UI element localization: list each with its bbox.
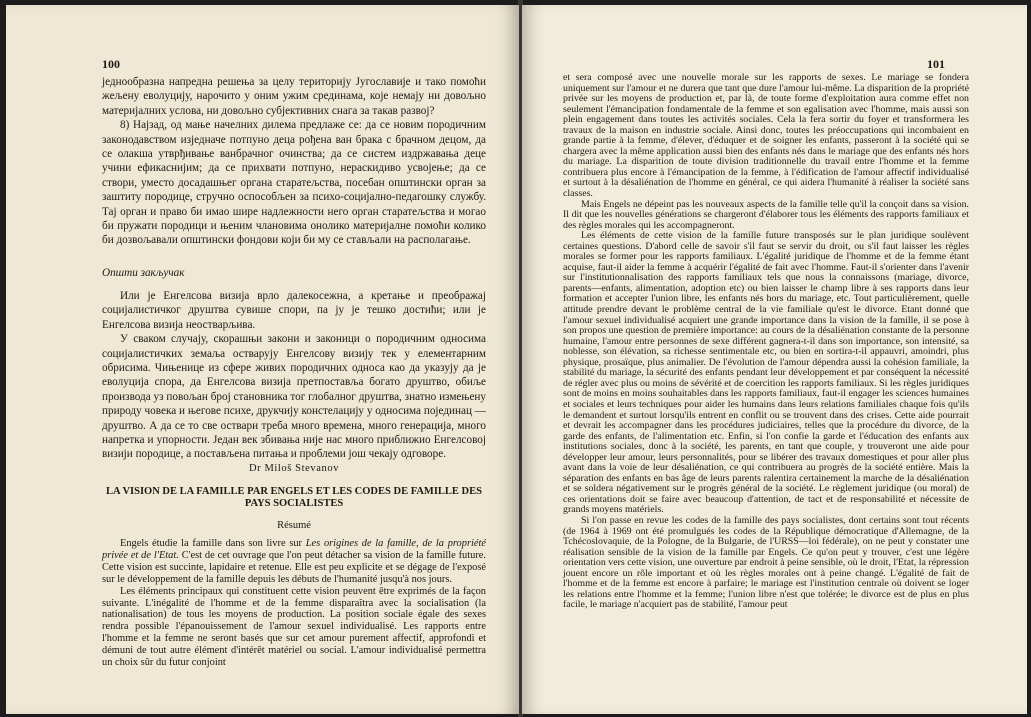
resume-text-block — [102, 538, 486, 669]
text-run: C'est de cet ouvrage que l'on peut détacher sa vision de la famille future. Cette vision est succinte, lapidaire et retenue. Elle est peu explicite et se dégage de l'exposé sur le développement de la famille depuis les débuts de l'humanité jusqu'à nos jours. — [102, 549, 486, 585]
right-text-block — [563, 73, 969, 611]
section-heading: Општи закључак — [102, 267, 185, 279]
left-page — [6, 5, 519, 714]
paragraph — [102, 538, 486, 586]
paragraph: 8) Најзад, од мање начелних дилема предлаже се: да се новим породичним законодавством изједначе потпуно деца рођена ван брака с брачном децом, да се олакша утврђивање ванбрачног очинства; да се систем издржавања деце учини ефикаснијим; да се прихвати потпуно, нераскидиво усвојење; да се створи, уместо досадашњег органа старатељства, посебан општински орган за заштиту породице, стручно оспособљен за психо-социјално-педагошку службу. Тај орган и право би имао шире надлежности него орган старатељства и могао би пружати породици и њеним члановима онолико материјалне помоћи колико би дозвољавали општински фондови који би му се стављали на располагање. — [102, 119, 486, 247]
cyrillic-text-block — [102, 75, 486, 248]
paragraph: Les éléments principaux qui constituent cette vision peuvent être exprimés de la façon suivante. L'inégalité de l'homme et de la femme disparaîtra avec la socialisation (la nationalisation) de tous les moyens de production. La position sociale égale des sexes rendra possible l'épanouissement de l'amour sexuel individualisé. Les rapports entre l'homme et la femme ne seront basés que sur cet amour purement affectif, approfondi et démuni de tout autre élément d'intérêt matériel ou social. L'amour individualisé permettra un choix sûr du futur conjoint — [102, 585, 486, 669]
right-page — [522, 5, 1027, 714]
article-title: LA VISION DE LA FAMILLE PAR ENGELS ET LES CODES DE FAMILLE DES PAYS SOCIALISTES — [106, 486, 482, 509]
paragraph: Или је Енгелсова визија врло далекосежна, а кретање и преображај социјалистичког друштва сувише спори, па ју је тешко достићи; или је Енгелсова визија неостварљива. — [102, 290, 486, 331]
paragraph: Les éléments de cette vision de la famille future transposés sur le plan juridique soulèvent certaines questions. D'abord celle de savoir s'il faut se servir du droit, ou s'il faut laisser les règles morales se former pour les rapports familiaux. L'égalité juridique de l'homme et de la femme étant acquise, faut-il aider la femme à acquérir l'égalité de fait avec l'homme. Faut-il s'orienter dans l'avenir sur l'institutionnalisation des rapports familiaux tels que nous la connaissons (mariage, divorce, parents—enfants, alimentation, adoption etc) ou bien laisser le champ libre à ses rapports dans leur formation et accepter l'union libre, les enfants nés hors du mariage, etc. Tout particulièrement, quelle attitude prendre devant le problème central de la vie familiale qu'est le divorce. Etant donné que l'amour sexuel individualisé acquiert une grande importance dans la vision de la famille, il se pose à son propos une question de première importance: au cours de la désaliénation constante de la personne humaine, l'amour entre personnes de sexe différent gagnera-t-il dans son importance, son intensité, sa noblesse, son élévation, sa richesse sentimentale etc, ou bien en sortira-t-il appauvri, amoindri, plus physique, prosaïque, plus animalier. De l'évolution de l'amour dépendra aussi la cohésion familiale, la stabilité du mariage, la sécurité des enfants pendant leur développement et par conséquent la nécessité de régler avec plus ou moins de sévérité et de coercition les rapports familiaux. Si les règles juridiques sont de moins en moins souhaitables dans les rapports familiaux, faut-il engager les sciences humaines et sociales et leurs techniques pour aider les humains dans leurs relations familiales chaque fois qu'ils le demandent et surtout lorsqu'ils entrent en conflit ou se trouvent dans des crises. Cette aide pourrait et devrait les accompagner dans les procédures judiciaires, telles que la procédure du divorce, de la garde des enfants, de l'alimentation etc. Enfin, si l'on confie la garde et l'éducation des enfants aux institutions sociales, donc à la société, les parents, en tant que couple, y trouveront une aide pour développer leur amour, leurs personnalités, pour se libérer des travaux domestiques et pour aller plus avant dans la voie de leur désaliénation, ce qui contribuera au progrès de la société entière. Mais la séparation des enfants en bas âge de leurs parents ralentira certainement la marche de la désaliénation et se soldera négativement sur le progrès général de la société. Le règlement juridique (ou moral) de ces orientations doit se faire avec beaucoup d'attention, de tact et de responsabilité et nécessite de grands moyens matériels. — [563, 230, 969, 516]
paragraph: Si l'on passe en revue les codes de la famille des pays socialistes, dont certains sont tout récents (de 1964 à 1969 ont été promulgués les codes de la République démocratique d'Allemagne, de la Tchécoslovaquie, de la Pologne, de la Bulgarie, de l'URSS—loi fédérale), on ne peut y constater une réalisation sensible de la vision de la famille par Engels. Ce qu'on peut y trouver, c'est une légère orientation vers cette vision, une ouverture par endroit à peine sensible, où le droit, l'Etat, la répression jouent encore un rôle important et où les règles morales ont à peine changé. L'égalité de fait de l'homme et de la femme est encore à parfaire; le mariage est l'institution centrale où doivent se loger les relations entre l'homme et la femme; l'union libre n'est que tolérée; le divorce est de plus en plus facile, le mariage n'acquiert pas de stabilité, l'amour peut — [563, 514, 969, 611]
paragraph: et sera composé avec une nouvelle morale sur les rapports de sexes. Le mariage se fondera uniquement sur l'amour et ne durera que tant que dure l'amour lui-même. La disparition de la propriété privée sur les moyens de production et, par là, de toute forme d'exploitation aura comme effet non seulement l'émancipation fondamentale de la femme et son egalisation avec l'homme, mais aussi son plein engagement dans toutes les activités sociales. Cela la fera sortir du foyer et transformera les travaux de la maison en industrie sociale. Ainsi donc, toutes les préoccupations qui incombaient en grande partie à la femme, d'élever, d'éduquer et de soigner les enfants, passeront à la société qui se chargera avec la même application aussi bien des enfants nés dans le mariage que des enfants nés hors du mariage. La disparition de toute division traditionnelle du travail entre l'homme et la femme contribuera plus encore à l'émancipation de la femme, à l'édification de l'amour affectif individualisé et surtout à la désaliénation de l'homme en général, ce qui aidera l'humanité à réaliser la société sans classes. — [563, 72, 969, 200]
conclusion-text-block — [102, 289, 486, 462]
paragraph: једнообразна напредна решења за целу територију Југославије и тако помоћи жељену еволуцију, нарочито у оним ужим срединама, које немају ни довољно материјалних услова, ни довољно субјективних снага за такав развој? — [102, 76, 486, 117]
article-author: Dr Miloš Stevanov — [248, 463, 340, 474]
paragraph: Mais Engels ne dépeint pas les nouveaux aspects de la famille telle qu'il la conçoit dans sa vision. Il dit que les nouvelles générations se chargeront d'élaborer tous les éléments des rapports familiaux et des règles morales qui les accompagneront. — [563, 198, 969, 231]
page-number: 100 — [102, 57, 120, 71]
book-title: Les origines de la famille, de la propriété privée et de l'Etat. — [102, 538, 486, 561]
page-number: 101 — [927, 57, 945, 71]
paragraph: У сваком случају, скорашњи закони и законици о породичним односима социјалистичких земаља остварују Енгелсову визију тек у елементарним обрисима. Чињенице из сфере живих породичних односа као да указују да је еволуција спора, да Енгелсова визија претпоставља богато друштво, обиље производа уз повољан број становника тог глобалног друштва, знатно измењену природу човека и његове психе, друкчију констелацију у односима појединац — друштво. А да се то све оствари треба много времена, много генерација, много напретка и упорности. Један век збивања није нас много приближио Енгелсовој визији породице, а постављена питања и проблеми још чекају одговоре. — [102, 333, 486, 461]
resume-heading: Résumé — [277, 520, 311, 531]
text-run: Engels étudie la famille dans son livre sur — [120, 538, 306, 549]
